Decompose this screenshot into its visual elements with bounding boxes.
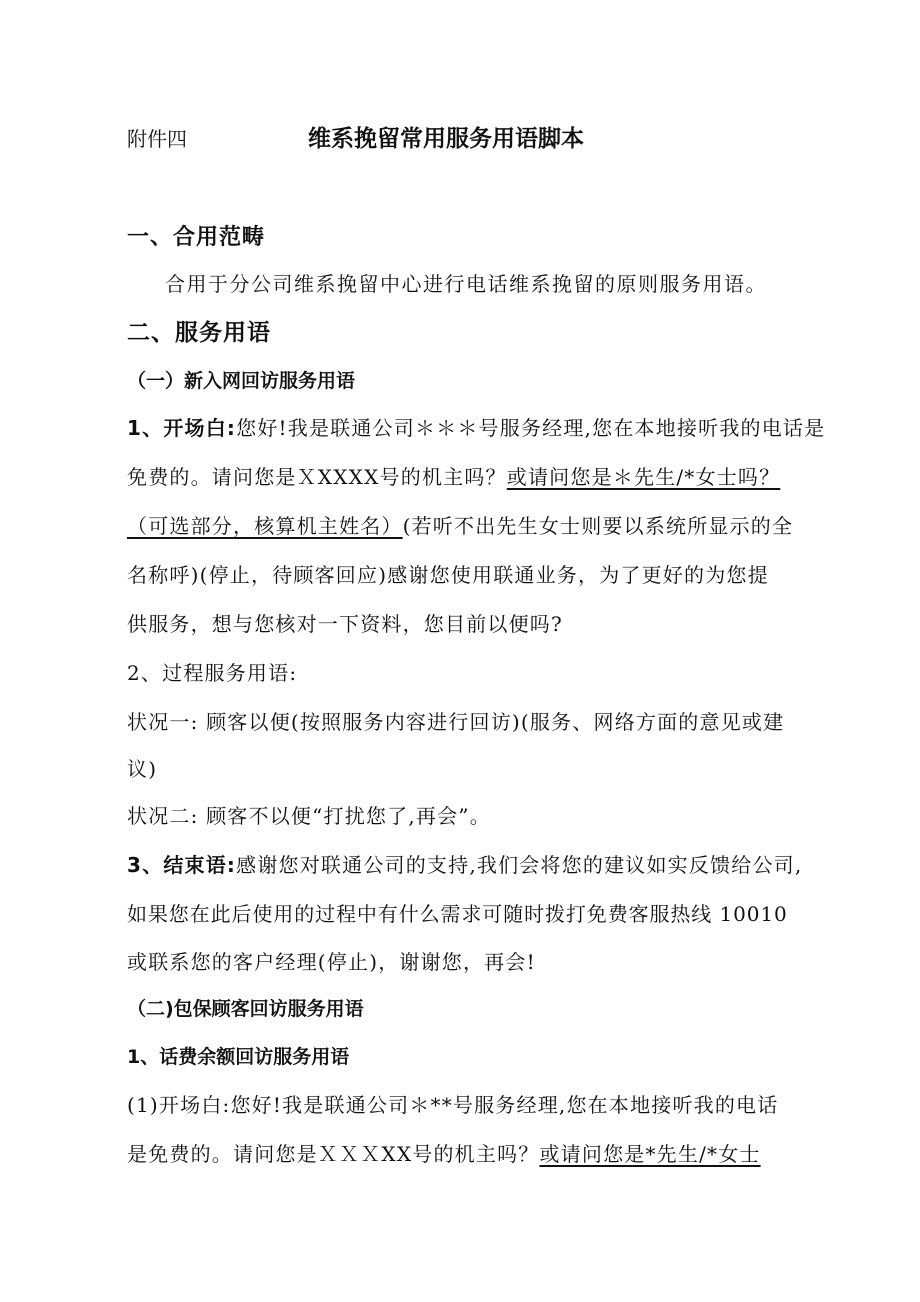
situation-1-line-1: 状况一: 顾客以便(按照服务内容进行回访)(服务、网络方面的意见或建 bbox=[127, 710, 785, 734]
opening-text-3a: （可选部分，核算机主姓名） bbox=[127, 514, 403, 538]
situation-1-line-2: 议) bbox=[127, 757, 158, 781]
opening-text-3b: (若听不出先生女士则要以系统所显示的全 bbox=[402, 514, 794, 538]
item-1-text-2a: 是免费的。请问您是ＸＸＸXX号的机主吗？ bbox=[127, 1142, 540, 1166]
situation-2: 状况二: 顾客不以便“打扰您了,再会”。 bbox=[127, 804, 491, 828]
opening-text-1: 您好!我是联通公司＊＊＊号服务经理,您在本地接听我的电话是 bbox=[236, 416, 826, 440]
opening-line-5: 供服务，想与您核对一下资料，您目前以便吗? bbox=[127, 612, 563, 636]
subsection-2-heading: （二)包保顾客回访服务用语 bbox=[127, 998, 364, 1020]
closing-line-1 bbox=[127, 849, 802, 878]
section-1-text: 合用于分公司维系挽留中心进行电话维系挽留的原则服务用语。 bbox=[165, 272, 767, 296]
item-1-line-2 bbox=[127, 1138, 761, 1167]
opening-lead: 1、开场白: bbox=[127, 416, 237, 440]
opening-line-3 bbox=[127, 510, 793, 539]
item-1-heading: 1、话费余额回访服务用语 bbox=[127, 1046, 350, 1068]
opening-text-2b: 或请问您是＊先生/*女士吗？ bbox=[506, 465, 781, 489]
opening-line-2 bbox=[127, 461, 780, 490]
section-1-heading: 一、合用范畴 bbox=[127, 225, 266, 250]
section-2-heading: 二、服务用语 bbox=[127, 320, 271, 346]
attachment-label: 附件四 bbox=[127, 127, 187, 151]
opening-line-4: 名称呼)(停止，待顾客回应)感谢您使用联通业务，为了更好的为您提 bbox=[127, 563, 769, 587]
process-lead: 2、过程服务用语: bbox=[127, 661, 298, 685]
subsection-1-heading: （一）新入网回访服务用语 bbox=[127, 370, 356, 392]
document-title: 维系挽留常用服务用语脚本 bbox=[308, 126, 584, 152]
item-1-text-2b: 或请问您是*先生/*女士 bbox=[539, 1142, 761, 1166]
opening-line-1 bbox=[127, 412, 825, 441]
closing-lead: 3、结束语: bbox=[127, 853, 237, 877]
opening-text-2a: 免费的。请问您是ＸXXXX号的机主吗？ bbox=[127, 465, 507, 489]
closing-line-2: 如果您在此后使用的过程中有什么需求可随时拨打免费客服热线 10010 bbox=[127, 902, 788, 926]
closing-line-3: 或联系您的客户经理(停止)，谢谢您，再会! bbox=[127, 950, 536, 974]
item-1-line-1: (1)开场白:您好!我是联通公司＊**号服务经理,您在本地接听我的电话 bbox=[127, 1093, 779, 1117]
closing-text-1: 感谢您对联通公司的支持,我们会将您的建议如实反馈给公司, bbox=[236, 853, 803, 877]
